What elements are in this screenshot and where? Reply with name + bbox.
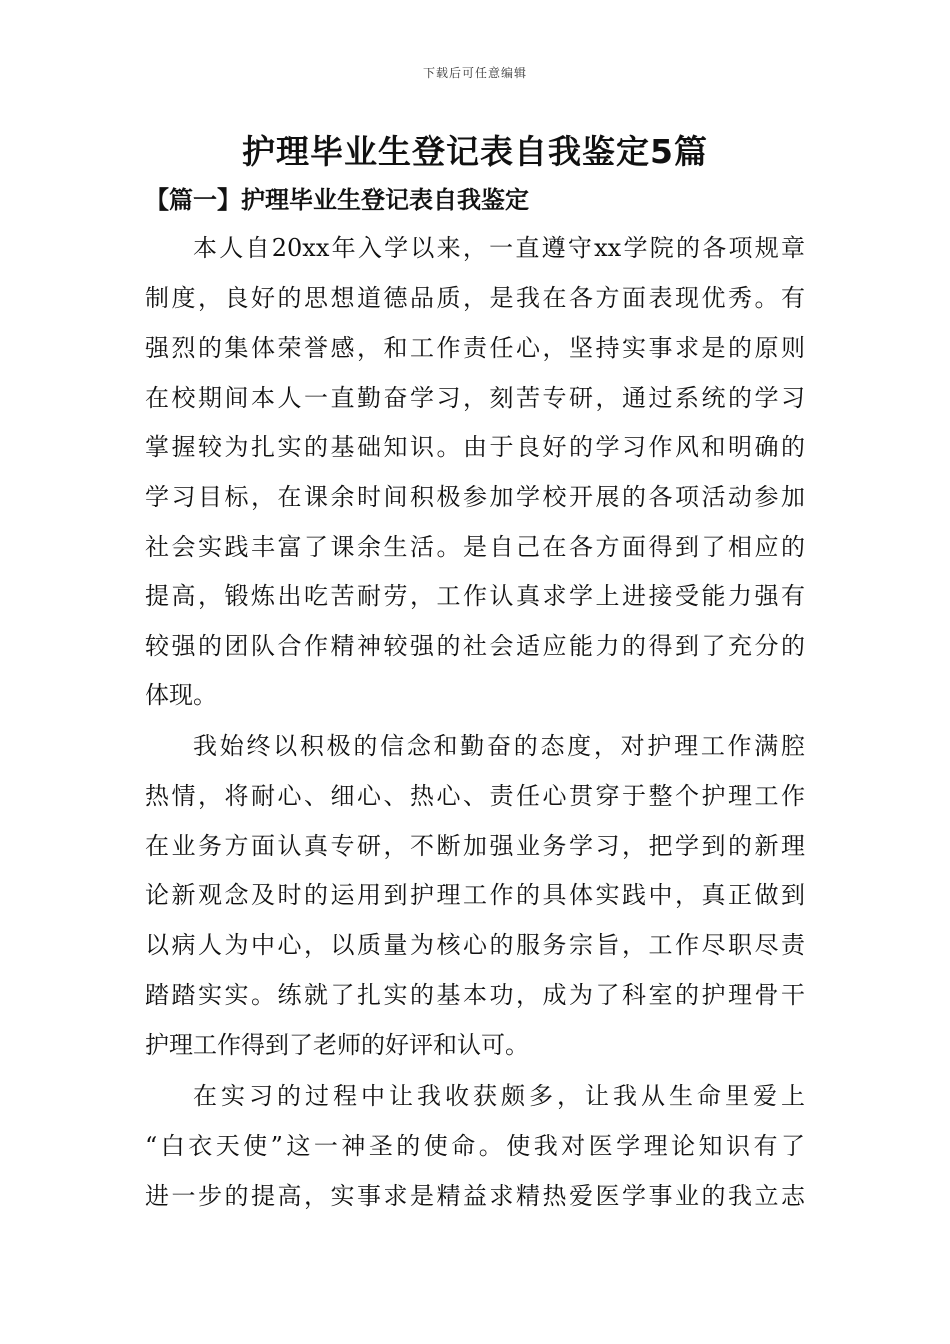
- text-line: 在业务方面认真专研，不断加强业务学习，把学到的新理: [145, 832, 805, 860]
- text-line: 我始终以积极的信念和勤奋的态度，对护理工作满腔: [193, 732, 805, 760]
- text-line: 体现。: [145, 681, 217, 709]
- text-line: 社会实践丰富了课余生活。是自己在各方面得到了相应的: [145, 533, 805, 561]
- text-line: 以病人为中心，以质量为核心的服务宗旨，工作尽职尽责: [145, 931, 805, 959]
- text-line: 进一步的提高，实事求是精益求精热爱医学事业的我立志: [145, 1182, 805, 1210]
- text-line: 学习目标，在课余时间积极参加学校开展的各项活动参加: [145, 483, 805, 511]
- text-line: 掌握较为扎实的基础知识。由于良好的学习作风和明确的: [145, 433, 805, 461]
- text-line: 热情，将耐心、细心、热心、责任心贯穿于整个护理工作: [145, 782, 805, 810]
- text-line: 强烈的集体荣誉感，和工作责任心，坚持实事求是的原则: [145, 334, 805, 362]
- section-heading: 【篇一】护理毕业生登记表自我鉴定: [145, 185, 529, 214]
- text-line: “白衣天使”这一神圣的使命。使我对医学理论知识有了: [145, 1132, 805, 1160]
- text-line: 本人自20xx年入学以来，一直遵守xx学院的各项规章: [193, 234, 805, 262]
- text-line: 踏踏实实。练就了扎实的基本功，成为了科室的护理骨干: [145, 981, 805, 1009]
- text-line: 较强的团队合作精神较强的社会适应能力的得到了充分的: [145, 632, 805, 660]
- text-line: 提高，锻炼出吃苦耐劳，工作认真求学上进接受能力强有: [145, 582, 805, 610]
- document-title: 护理毕业生登记表自我鉴定5篇: [242, 132, 708, 171]
- text-line: 在校期间本人一直勤奋学习，刻苦专研，通过系统的学习: [145, 384, 805, 412]
- text-line: 制度，良好的思想道德品质，是我在各方面表现优秀。有: [145, 284, 805, 312]
- text-line: 护理工作得到了老师的好评和认可。: [145, 1031, 529, 1059]
- text-line: 在实习的过程中让我收获颇多，让我从生命里爱上: [193, 1082, 805, 1110]
- header-note: 下载后可任意编辑: [422, 66, 527, 80]
- text-line: 论新观念及时的运用到护理工作的具体实践中，真正做到: [145, 881, 805, 909]
